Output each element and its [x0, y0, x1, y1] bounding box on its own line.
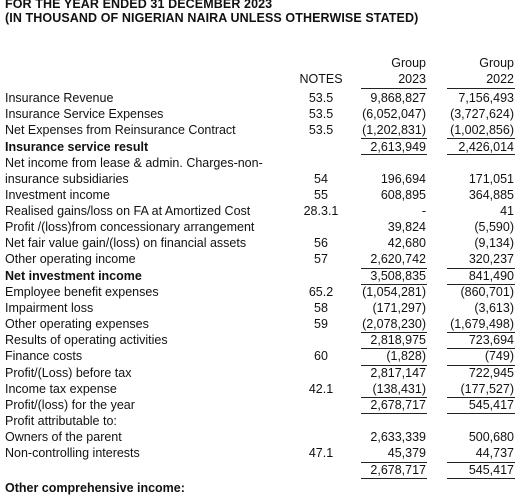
statement-row	[0, 462, 526, 478]
value-2022: 171,051	[468, 172, 514, 186]
statement-row	[0, 429, 526, 445]
value-2023: 2,817,147	[370, 366, 426, 380]
row-label: Net income from lease & admin. Charges-non-	[5, 156, 263, 170]
statement-row	[0, 413, 526, 429]
row-label: Profit attributable to:	[5, 414, 117, 428]
row-label: Other operating expenses	[5, 317, 149, 331]
statement-row	[0, 155, 526, 171]
row-label: Profit/(loss) for the year	[5, 398, 135, 412]
row-label: Employee benefit expenses	[5, 285, 159, 299]
value-2022: 364,885	[468, 188, 514, 202]
row-note: 57	[314, 252, 328, 266]
row-label: Finance costs	[5, 349, 83, 363]
value-2023: 608,895	[380, 188, 426, 202]
group-2023-year: 2023	[398, 72, 426, 86]
statement-row	[0, 348, 526, 364]
row-label: Insurance service result	[5, 140, 149, 154]
value-2022: (3,727,624)	[450, 107, 514, 121]
row-label: insurance subsidiaries	[5, 172, 129, 186]
value-2022: (5,590)	[474, 220, 514, 234]
statement-row	[0, 365, 526, 381]
row-label: Income tax expense	[5, 382, 117, 396]
value-2022: (177,527)	[460, 382, 514, 396]
value-2023: (138,431)	[372, 382, 426, 396]
statement-row	[0, 122, 526, 138]
value-2022: 2,426,014	[458, 140, 514, 154]
row-note: 55	[314, 188, 328, 202]
row-label: Net Expenses from Reinsurance Contract	[5, 123, 236, 137]
value-2022: (749)	[484, 349, 514, 363]
statement-row	[0, 251, 526, 267]
statement-row	[0, 268, 526, 284]
row-label: Non-controlling interests	[5, 446, 140, 460]
value-2023: 3,508,835	[370, 269, 426, 283]
value-2023: 2,678,717	[370, 398, 426, 412]
value-2022: 545,417	[468, 463, 514, 477]
row-note: 53.5	[308, 123, 334, 137]
value-2022: (1,679,498)	[450, 317, 514, 331]
statement-row	[0, 445, 526, 461]
row-note: 42.1	[308, 382, 334, 396]
value-2022: 841,490	[468, 269, 514, 283]
value-2022: 7,156,493	[458, 91, 514, 105]
statement-row	[0, 171, 526, 187]
value-2023: 2,818,975	[370, 333, 426, 347]
notes-column-header: NOTES	[299, 72, 343, 86]
row-note: 47.1	[308, 446, 334, 460]
value-2023: (1,202,831)	[362, 123, 426, 137]
row-label: Owners of the parent	[5, 430, 122, 444]
statement-row	[0, 332, 526, 348]
value-2022: 44,737	[475, 446, 514, 460]
statement-row	[0, 90, 526, 106]
row-label: Profit/(Loss) before tax	[5, 366, 132, 380]
value-2023: -	[421, 204, 426, 218]
row-label: Other comprehensive income:	[5, 481, 185, 495]
row-label: Net fair value gain/(loss) on financial assets	[5, 236, 247, 250]
value-2023: (1,828)	[386, 349, 426, 363]
row-note: 59	[314, 317, 328, 331]
statement-currency-note: (IN THOUSAND OF NIGERIAN NAIRA UNLESS OTHERWISE STATED)	[5, 11, 419, 25]
value-2022: 500,680	[468, 430, 514, 444]
row-note: 54	[314, 172, 328, 186]
value-2023: (6,052,047)	[362, 107, 426, 121]
value-2023: 39,824	[387, 220, 426, 234]
group-2023-label: Group	[391, 56, 426, 70]
value-2022: 723,694	[468, 333, 514, 347]
statement-row	[0, 139, 526, 155]
group-2022-year: 2022	[486, 72, 514, 86]
statement-row	[0, 397, 526, 413]
value-2022: (860,701)	[460, 285, 514, 299]
row-note: 60	[314, 349, 328, 363]
value-2022: 545,417	[468, 398, 514, 412]
value-2023: 2,633,339	[370, 430, 426, 444]
value-2023: (2,078,230)	[362, 317, 426, 331]
statement-row	[0, 106, 526, 122]
row-label: Profit /(loss)from concessionary arrangement	[5, 220, 255, 234]
row-label: Insurance Revenue	[5, 91, 114, 105]
row-label: Other operating income	[5, 252, 136, 266]
row-label: Net investment income	[5, 269, 142, 283]
statement-row	[0, 187, 526, 203]
statement-row	[0, 219, 526, 235]
statement-row	[0, 203, 526, 219]
value-2023: (1,054,281)	[362, 285, 426, 299]
row-note: 53.5	[308, 107, 334, 121]
value-2023: 196,694	[380, 172, 426, 186]
row-note: 65.2	[308, 285, 334, 299]
row-note: 28.3.1	[303, 204, 339, 218]
row-label: Impairment loss	[5, 301, 94, 315]
statement-row	[0, 300, 526, 316]
row-label: Realised gains/loss on FA at Amortized Cost	[5, 204, 251, 218]
value-2023: 2,678,717	[370, 463, 426, 477]
value-2022: 722,945	[468, 366, 514, 380]
row-label: Investment income	[5, 188, 110, 202]
value-2023: 42,680	[387, 236, 426, 250]
statement-row	[0, 235, 526, 251]
statement-row	[0, 284, 526, 300]
row-note: 56	[314, 236, 328, 250]
value-2023: 9,868,827	[370, 91, 426, 105]
value-2022: 41	[500, 204, 514, 218]
row-note: 58	[314, 301, 328, 315]
row-note: 53.5	[308, 91, 334, 105]
value-2022: 320,237	[468, 252, 514, 266]
row-label: Insurance Service Expenses	[5, 107, 164, 121]
value-2022: (1,002,856)	[450, 123, 514, 137]
statement-row	[0, 381, 526, 397]
value-2023: 2,613,949	[370, 140, 426, 154]
row-label: Results of operating activities	[5, 333, 168, 347]
value-2023: (171,297)	[372, 301, 426, 315]
statement-period-title: FOR THE YEAR ENDED 31 DECEMBER 2023	[5, 0, 273, 11]
value-2022: (3,613)	[474, 301, 514, 315]
value-2023: 2,620,742	[370, 252, 426, 266]
value-2023: 45,379	[387, 446, 426, 460]
value-2022: (9,134)	[474, 236, 514, 250]
statement-row	[0, 316, 526, 332]
group-2022-label: Group	[479, 56, 514, 70]
